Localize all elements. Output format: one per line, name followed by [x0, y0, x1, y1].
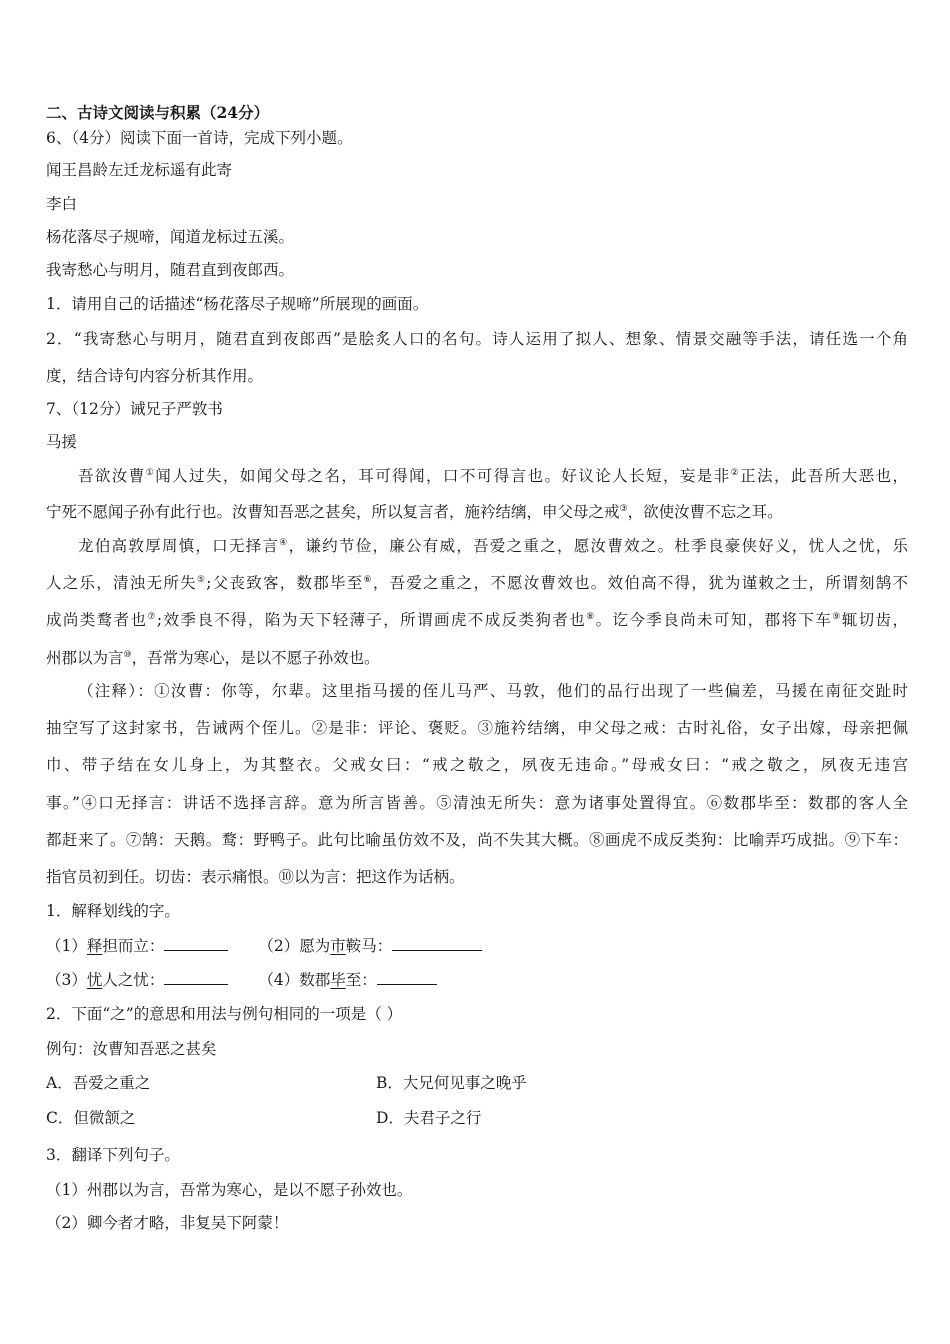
- poem-line-1: 杨花落尽子规啼，闻道龙标过五溪。: [46, 228, 295, 246]
- essay-paragraph-1-line-2: 宁死不愿闻子孙有此行也。汝曹知吾恶之甚矣，所以复言者，施衿结缡，申父母之戒③，欲使汝曹不忘之耳。: [46, 503, 783, 521]
- options-row-1: [46, 1073, 908, 1093]
- annotation-line-1: （注释）：①汝曹：你等，尔辈。这里指马援的侄儿马严、马敦，他们的品行出现了一些偏差，马援在南征交趾时: [78, 682, 908, 700]
- fill-blank-row-2: （3）忧人之忧： （4）数郡毕至：: [46, 970, 908, 990]
- section-heading: 二、古诗文阅读与积累（24分）: [46, 103, 270, 122]
- essay-paragraph-2-line-2: 人之乐，清浊无所失⑤;父丧致客，数郡毕至⑥，吾爱之重之，不愿汝曹效也。效伯高不得，犹为谨敕之士，所谓刻鹄不: [46, 574, 908, 592]
- essay-paragraph-2-line-4: 州郡以为言⑩，吾常为寒心，是以不愿子孙效也。: [46, 649, 380, 667]
- essay-paragraph-1-line-1: 吾欲汝曹①闻人过失，如闻父母之名，耳可得闻，口不可得言也。好议论人长短，妄是非②正法，此吾所大恶也，: [78, 467, 908, 485]
- annotation-line-5: 都赶来了。⑦鹄：天鹅。鹜：野鸭子。此句比喻虽仿效不及，尚不失其大概。⑧画虎不成反类狗：比喻弄巧成拙。⑨下车：: [46, 831, 908, 849]
- question-6-header: 6、（4分）阅读下面一首诗，完成下列小题。: [46, 129, 353, 147]
- example-sentence: 例句：汝曹知吾恶之甚矣: [46, 1040, 217, 1058]
- option-a[interactable]: A．吾爱之重之: [46, 1074, 151, 1092]
- q6-subquestion-2-line-1: 2．“我寄愁心与明月，随君直到夜郎西”是脍炙人口的名句。诗人运用了拟人、想象、情景交融等手法，请任选一个角: [46, 330, 908, 348]
- q6-subquestion-1: 1．请用自己的话描述“杨花落尽子规啼”所展现的画面。: [46, 295, 429, 313]
- options-row-2: [46, 1108, 908, 1128]
- option-c[interactable]: C．但微颔之: [46, 1109, 136, 1127]
- poet-name: 李白: [46, 195, 78, 213]
- poem-title: 闻王昌龄左迁龙标遥有此寄: [46, 161, 233, 179]
- essay-author: 马援: [46, 433, 78, 451]
- annotation-line-3: 巾、带子结在女儿身上，为其整衣。父戒女曰：“戒之敬之，夙夜无违命。”母戒女曰：“戒之敬之，夙夜无违宫: [46, 756, 908, 774]
- q7-subquestion-2: 2．下面“之”的意思和用法与例句相同的一项是（ ）: [46, 1005, 403, 1023]
- fill-blank-row-1: （1）释担而立： （2）愿为市鞍马：: [46, 936, 908, 956]
- annotation-line-6: 指官员初到任。切齿：表示痛恨。⑩以为言：把这作为话柄。: [46, 868, 465, 886]
- answer-blank-2[interactable]: [392, 936, 482, 951]
- essay-paragraph-2-line-1: 龙伯高敦厚周慎，口无择言④，谦约节俭，廉公有威，吾爱之重之，愿汝曹效之。杜季良豪侠好义，忧人之忧，乐: [78, 537, 908, 555]
- q7-subquestion-3: 3．翻译下列句子。: [46, 1146, 180, 1164]
- poem-line-2: 我寄愁心与明月，随君直到夜郎西。: [46, 261, 295, 279]
- q6-subquestion-2-line-2: 度，结合诗句内容分析其作用。: [46, 367, 264, 385]
- option-d[interactable]: D．夫君子之行: [376, 1109, 482, 1127]
- translation-item-2: （2）卿今者才略，非复吴下阿蒙！: [46, 1214, 289, 1232]
- q7-subquestion-1: 1．解释划线的字。: [46, 902, 180, 920]
- translation-item-1: （1）州郡以为言，吾常为寒心，是以不愿子孙效也。: [46, 1181, 413, 1199]
- question-7-header: 7、（12分）诫兄子严敦书: [46, 400, 223, 418]
- answer-blank-1[interactable]: [164, 936, 228, 951]
- annotation-line-2: 抽空写了这封家书，告诫两个侄儿。②是非：评论、褒贬。③施衿结缡，申父母之戒：古时礼俗，女子出嫁，母亲把佩: [46, 719, 908, 737]
- option-b[interactable]: B．大兄何见事之晚乎: [376, 1074, 527, 1092]
- essay-paragraph-2-line-3: 成尚类鹜者也⑦;效季良不得，陷为天下轻薄子，所谓画虎不成反类狗者也⑧。讫今季良尚未可知，郡将下车⑨辄切齿，: [46, 611, 908, 629]
- answer-blank-4[interactable]: [377, 970, 437, 985]
- annotation-line-4: 事。”④口无择言：讲话不选择言辞。意为所言皆善。⑤清浊无所失：意为诸事处置得宜。⑥数郡毕至：数郡的客人全: [46, 794, 908, 812]
- answer-blank-3[interactable]: [164, 970, 228, 985]
